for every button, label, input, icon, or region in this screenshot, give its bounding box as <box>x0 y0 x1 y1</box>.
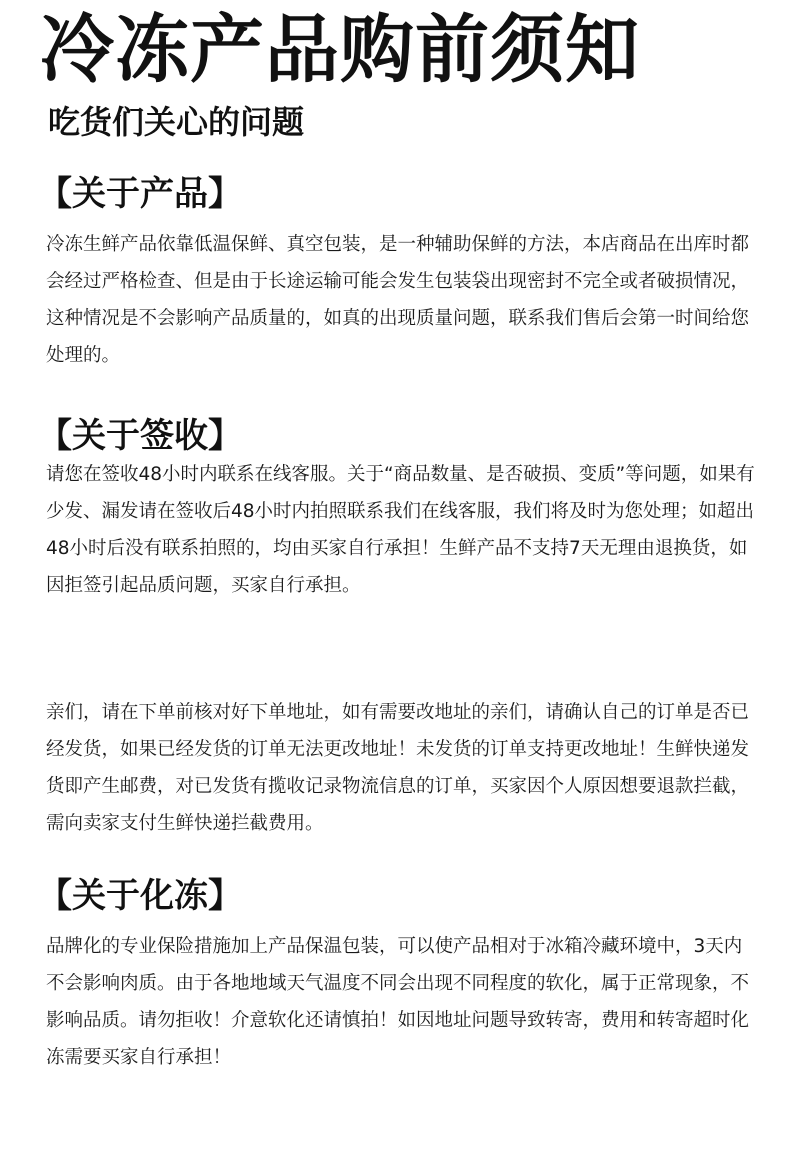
page-title: 冷冻产品购前须知 <box>40 7 640 93</box>
page-subtitle: 吃货们关心的问题 <box>48 103 305 141</box>
section-heading-product: 【关于产品】 <box>38 174 242 214</box>
section-heading-thaw: 【关于化冻】 <box>38 876 242 916</box>
section-text-product: 冷冻生鲜产品依靠低温保鲜、真空包装，是一种辅助保鲜的方法，本店商品在出库时都会经过严格检查、但是由于长途运输可能会发生包装袋出现密封不完全或者破损情况，这种情况是不会影响产品质量的，如真的出现质量问题，联系我们售后会第一时间给您处理的。 <box>46 234 750 366</box>
section-text-receipt: 请您在签收48小时内联系在线客服。关于“商品数量、是否破损、变质”等问题，如果有少发、漏发请在签收后48小时内拍照联系我们在线客服，我们将及时为您处理；如超出48小时后没有联系拍照的，均由买家自行承担！生鲜产品不支持7天无理由退换货，如因拒签引起品质问题，买家自行承担。 <box>46 464 755 596</box>
section-text-thaw: 品牌化的专业保险措施加上产品保温包装，可以使产品相对于冰箱冷藏环境中，3天内不会影响肉质。由于各地地域天气温度不同会出现不同程度的软化，属于正常现象，不影响品质。请勿拒收！介意软化还请慎拍！如因地址问题导致转寄，费用和转寄超时化冻需要买家自行承担！ <box>46 936 750 1068</box>
section-heading-receipt: 【关于签收】 <box>38 416 242 456</box>
section-text-address: 亲们，请在下单前核对好下单地址，如有需要改地址的亲们，请确认自己的订单是否已经发货，如果已经发货的订单无法更改地址！未发货的订单支持更改地址！生鲜快递发货即产生邮费，对已发货有揽收记录物流信息的订单，买家因个人原因想要退款拦截，需向卖家支付生鲜快递拦截费用。 <box>46 702 750 834</box>
